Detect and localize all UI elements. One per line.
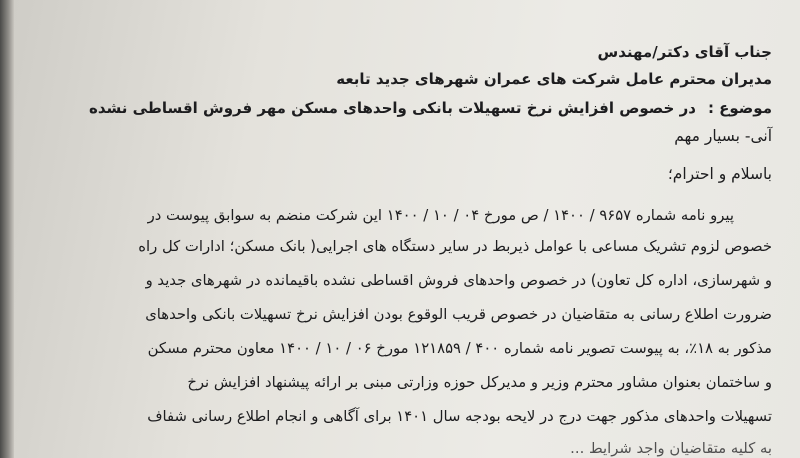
body-line: پیرو نامه شماره ۹۶۵۷ / ۱۴۰۰ / ص مورخ ۰۴ / ۱۰ / ۱۴۰۰ این شرکت منضم به سوابق پیوست در — [147, 207, 734, 224]
body-line: ضرورت اطلاع رسانی به متقاضیان در خصوص قریب الوقوع بودن افزایش نرخ تسهیلات بانکی واحدهای — [145, 306, 772, 323]
subject-line — [89, 97, 772, 119]
body-line: و ساختمان بعنوان مشاور محترم وزیر و مدیرکل حوزه وزارتی مبنی بر ارائه پیشنهاد افزایش نرخ — [187, 374, 772, 391]
subject-label: موضوع : — [707, 99, 772, 117]
subject-text: در خصوص افزایش نرخ تسهیلات بانکی واحدهای مسکن مهر فروش اقساطی نشده — [88, 99, 696, 117]
body-line: به کلیه متقاضیان واجد شرایط ... — [570, 440, 772, 457]
body-line: تسهیلات واحدهای مذکور جهت درج در لایحه بودجه سال ۱۴۰۱ برای آگاهی و انجام اطلاع رسانی شفاف — [147, 408, 772, 425]
urgency-line: آنی- بسیار مهم — [674, 127, 772, 145]
page-shadow — [0, 0, 14, 458]
body-line: خصوص لزوم تشریک مساعی با عوامل ذیربط در سایر دستگاه های اجرایی( بانک مسکن؛ ادارات کل راه — [138, 238, 772, 255]
body-line: و شهرسازی، اداره کل تعاون) در خصوص واحدهای فروش اقساطی نشده باقیمانده در شهرهای جدید و — [145, 272, 772, 289]
letter-page — [14, 0, 800, 458]
recipient-line: جناب آقای دکتر/مهندس — [597, 43, 772, 61]
greeting-line: باسلام و احترام؛ — [667, 165, 772, 183]
addressee-line: مدیران محترم عامل شرکت های عمران شهرهای جدید تابعه — [336, 70, 772, 88]
body-line: مذکور به ۱۸٪، به پیوست تصویر نامه شماره ۴۰۰ / ۱۲۱۸۵۹ مورخ ۰۶ / ۱۰ / ۱۴۰۰ معاون محترم مسکن — [147, 340, 772, 357]
